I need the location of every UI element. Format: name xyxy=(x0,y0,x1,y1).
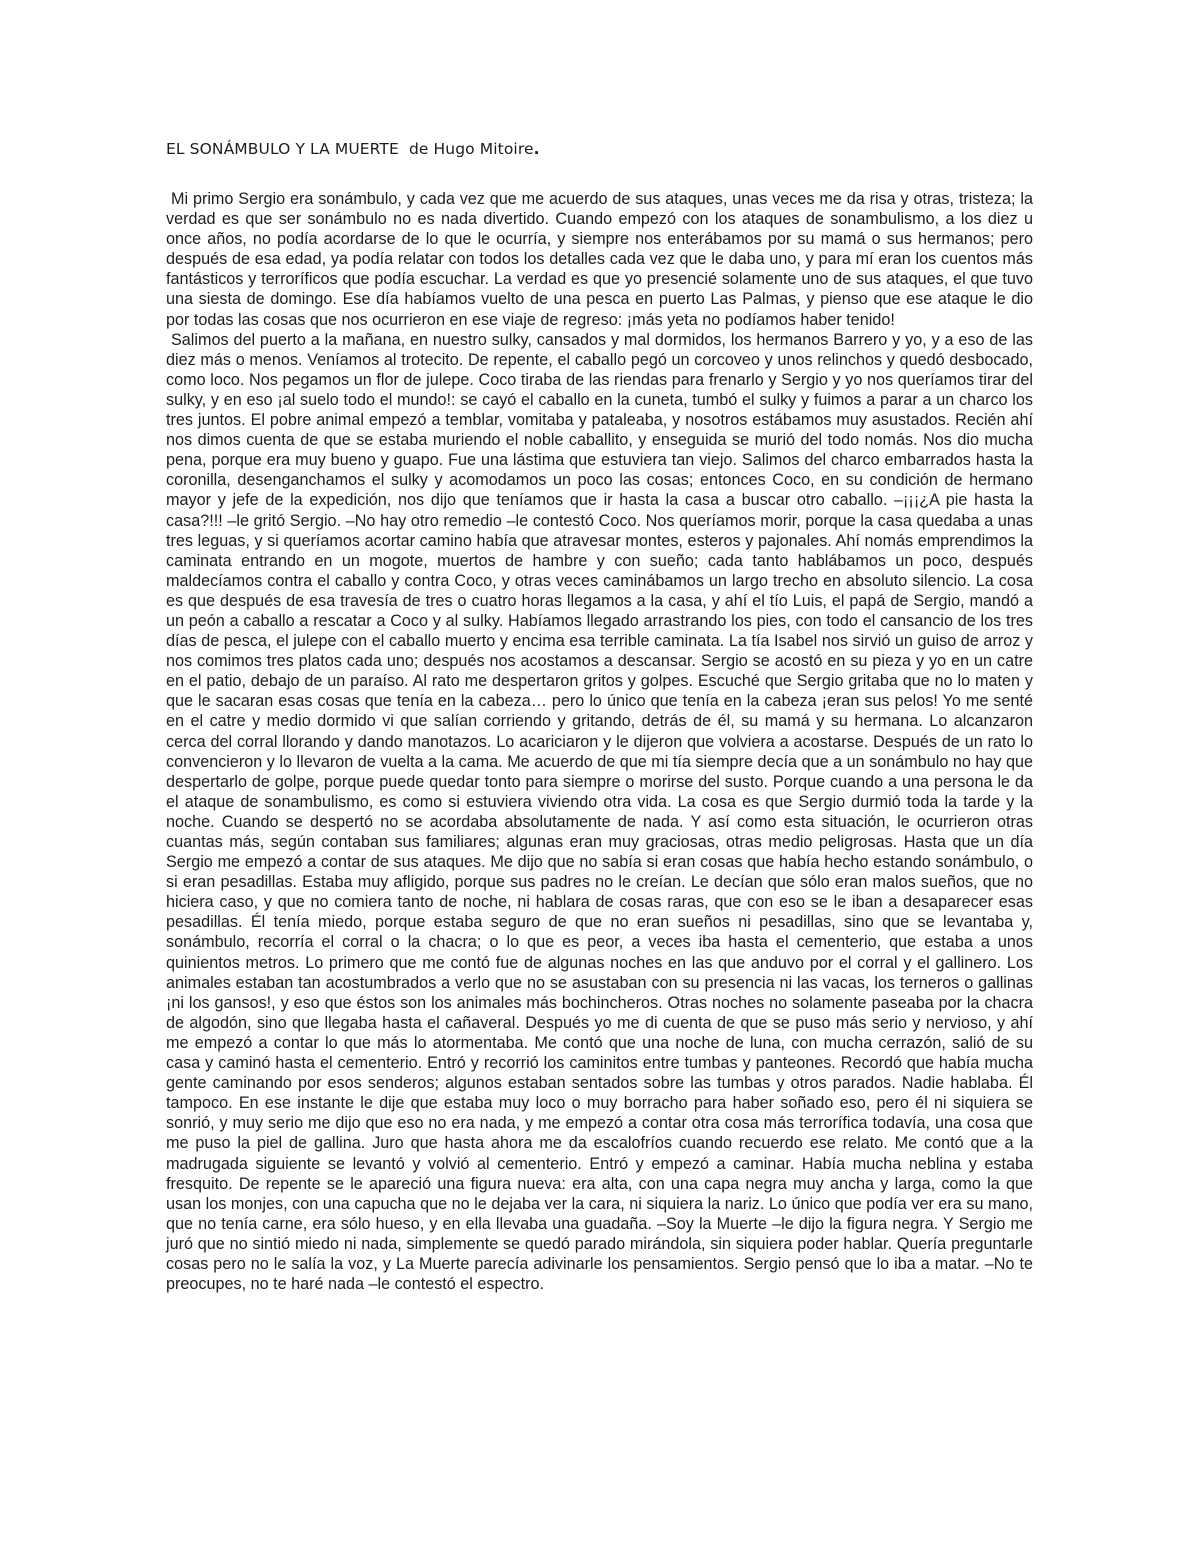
author-line: de Hugo Mitoire xyxy=(408,140,534,158)
document-title xyxy=(166,140,540,158)
story-body xyxy=(166,189,1033,1294)
paragraph-1: Mi primo Sergio era sonámbulo, y cada vez que me acuerdo de sus ataques, unas veces me da risa y otras, tristeza; la verdad es que ser sonámbulo no es nada divertido. Cuando empezó con los ataques de sonambulismo, a los diez u once años, no podía acordarse de lo que le ocurría, y siempre nos enterábamos por su mamá o sus hermanos; pero después de esa edad, ya podía relatar con todos los detalles cada vez que le daba uno, y para mí eran los cuentos más fantásticos y terroríficos que podía escuchar. La verdad es que yo presencié solamente uno de sus ataques, el que tuvo una siesta de domingo. Ese día habíamos vuelto de una pesca en puerto Las Palmas, y pienso que ese ataque le dio por todas las cosas que nos ocurrieron en ese viaje de regreso: ¡más yeta no podíamos haber tenido! xyxy=(166,190,1033,329)
title-period: . xyxy=(533,140,540,158)
title-text: EL SONÁMBULO Y LA MUERTE xyxy=(166,140,399,158)
paragraph-2: Salimos del puerto a la mañana, en nuestro sulky, cansados y mal dormidos, los hermanos Barrero y yo, y a eso de las diez más o menos. Veníamos al trotecito. De repente, el caballo pegó un corcoveo y unos relinchos y quedó desbocado, como loco. Nos pegamos un flor de julepe. Coco tiraba de las riendas para frenarlo y Sergio y yo nos queríamos tirar del sulky, y en eso ¡al suelo todo el mundo!: se cayó el caballo en la cuneta, tumbó el sulky y fuimos a parar a un charco los tres juntos. El pobre animal empezó a temblar, vomitaba y pataleaba, y nosotros estábamos muy asustados. Recién ahí nos dimos cuenta de que se estaba muriendo el noble caballito, y enseguida se murió del todo nomás. Nos dio mucha pena, porque era muy bueno y guapo. Fue una lástima que estuviera tan viejo. Salimos del charco embarrados hasta la coronilla, desenganchamos el sulky y acomodamos un poco las cosas; entonces Coco, en su condición de hermano mayor y jefe de la expedición, nos dijo que teníamos que ir hasta la casa a buscar otro caballo. –¡¡¡¿A pie hasta la casa?!!! –le gritó Sergio. –No hay otro remedio –le contestó Coco. Nos queríamos morir, porque la casa quedaba a unas tres leguas, y si queríamos acortar camino había que atravesar montes, esteros y pajonales. Ahí nomás emprendimos la caminata entrando en un mogote, muertos de hambre y con sueño; cada tanto hablábamos un poco, después maldecíamos contra el caballo y contra Coco, y otras veces caminábamos un largo trecho en absoluto silencio. La cosa es que después de esa travesía de tres o cuatro horas llegamos a la casa, y ahí el tío Luis, el papá de Sergio, mandó a un peón a caballo a rescatar a Coco y al sulky. Habíamos llegado arrastrando los pies, con todo el cansancio de los tres días de pesca, el julepe con el caballo muerto y encima esa terrible caminata. La tía Isabel nos sirvió un guiso de arroz y nos comimos tres platos cada uno; después nos acostamos a descansar. Sergio se acostó en su pieza y yo en un catre en el patio, debajo de un paraíso. Al rato me despertaron gritos y golpes. Escuché que Sergio gritaba que no lo maten y que le sacaran esas cosas que tenía en la cabeza… pero lo único que tenía en la cabeza ¡eran sus pelos! Yo me senté en el catre y medio dormido vi que salían corriendo y gritando, detrás de él, su mamá y su hermana. Lo alcanzaron cerca del corral llorando y dando manotazos. Lo acariciaron y le dijeron que volviera a acostarse. Después de un rato lo convencieron y lo llevaron de vuelta a la cama. Me acuerdo de que mi tía siempre decía que a un sonámbulo no hay que despertarlo de golpe, porque puede quedar tonto para siempre o morirse del susto. Porque cuando a una persona le da el ataque de sonambulismo, es como si estuviera viviendo otra vida. La cosa es que Sergio durmió toda la tarde y la noche. Cuando se despertó no se acordaba absolutamente de nada. Y así como esta situación, le ocurrieron otras cuantas más, según contaban sus familiares; algunas eran muy graciosas, otras medio peligrosas. Hasta que un día Sergio me empezó a contar de sus ataques. Me dijo que no sabía si eran cosas que había hecho estando sonámbulo, o si eran pesadillas. Estaba muy afligido, porque sus padres no le creían. Le decían que sólo eran malos sueños, que no hiciera caso, y que no comiera tanto de noche, ni hablara de cosas raras, que con eso se le iban a desaparecer esas pesadillas. Él tenía miedo, porque estaba seguro de que no eran sueños ni pesadillas, sino que se levantaba y, sonámbulo, recorría el corral o la chacra; o lo que es peor, a veces iba hasta el cementerio, que estaba a unos quinientos metros. Lo primero que me contó fue de algunas noches en las que anduvo por el corral y el gallinero. Los animales estaban tan acostumbrados a verlo que no se asustaban con su presencia ni las vacas, los terneros o gallinas ¡ni los gansos!, y eso que éstos son los animales más bochincheros. Otras noches no solamente paseaba por la chacra de algodón, sino que llegaba hasta el cañaveral. Después yo me di cuenta de que se puso más serio y nervioso, y ahí me empezó a contar lo que más lo atormentaba. Me contó que una noche de luna, con mucha cerrazón, salió de su casa y caminó hasta el cementerio. Entró y recorrió los caminitos entre tumbas y panteones. Recordó que había mucha gente caminando por esos senderos; algunos estaban sentados sobre las tumbas y otros parados. Nadie hablaba. Él tampoco. En ese instante le dije que estaba muy loco o muy borracho para haber soñado eso, pero él ni siquiera se sonrió, y muy serio me dijo que eso no era nada, y me empezó a contar otra cosa más terrorífica todavía, una cosa que me puso la piel de gallina. Juro que hasta ahora me da escalofríos cuando recuerdo ese relato. Me contó que a la madrugada siguiente se levantó y volvió al cementerio. Entró y empezó a caminar. Había mucha neblina y estaba fresquito. De repente se le apareció una figura nueva: era alta, con una capa negra muy ancha y larga, como la que usan los monjes, con una capucha que no le dejaba ver la cara, ni siquiera la nariz. Lo único que podía ver era su mano, que no tenía carne, era sólo hueso, y en ella llevaba una guadaña. –Soy la Muerte –le dijo la figura negra. Y Sergio me juró que no sintió miedo ni nada, simplemente se quedó parado mirándola, sin siquiera poder hablar. Quería preguntarle cosas pero no le salía la voz, y La Muerte parecía adivinarle los pensamientos. Sergio pensó que lo iba a matar. –No te preocupes, no te haré nada –le contestó el espectro. xyxy=(166,330,1033,1294)
